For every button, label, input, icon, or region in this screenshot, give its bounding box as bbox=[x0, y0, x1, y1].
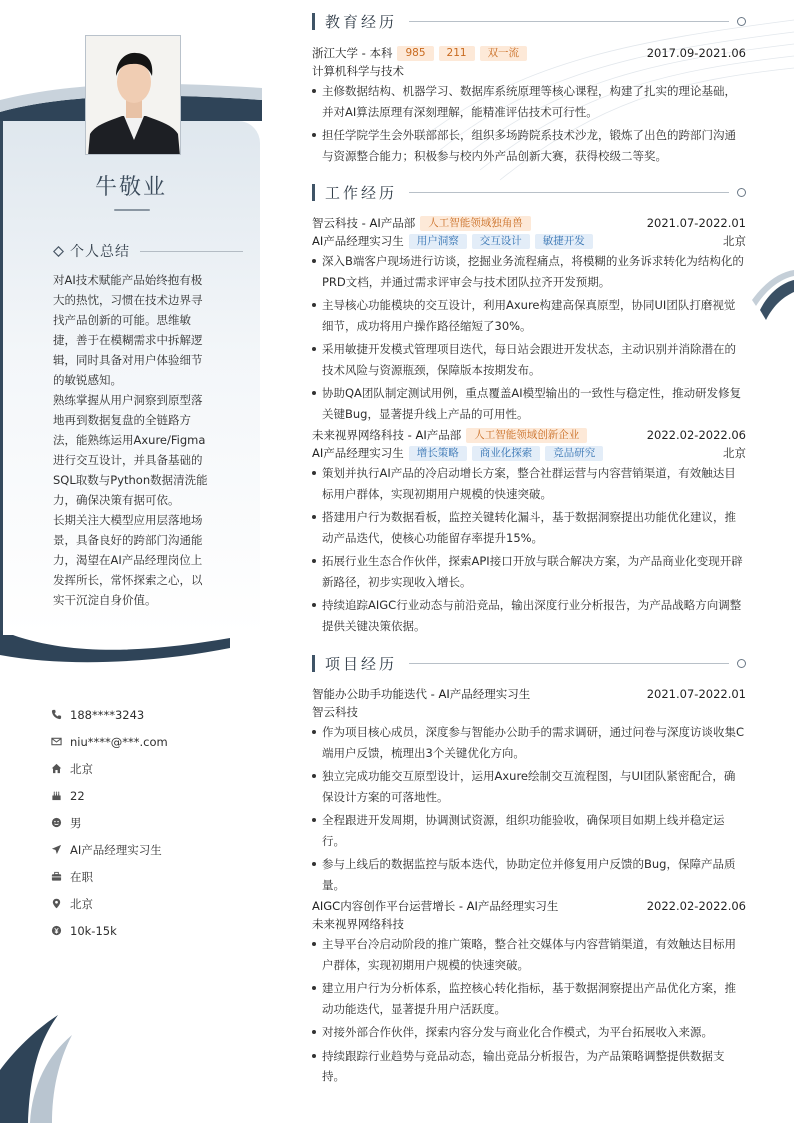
summary-paragraph: 长期关注大模型应用层落地场景，具备良好的跨部门沟通能力，渴望在AI产品经理岗位上发挥所长，常怀探索之心，以实干沉淀自身价值。 bbox=[53, 513, 203, 607]
project-date: 2021.07-2022.01 bbox=[646, 687, 746, 701]
list-item: 持续追踪AIGC行业动态与前沿竞品，输出深度行业分析报告，为产品战略方向调整提供关键决策依据。 bbox=[312, 595, 746, 636]
contact-value: AI产品经理实习生 bbox=[70, 842, 162, 857]
contact-value: niu****@***.com bbox=[70, 734, 168, 749]
send-icon bbox=[50, 844, 62, 856]
contact-value: 北京 bbox=[70, 896, 93, 911]
summary-text bbox=[53, 270, 213, 610]
projects-title: 项目经历 bbox=[325, 654, 398, 673]
list-item: 对接外部合作伙伴，探索内容分发与商业化合作模式，为平台拓展收入来源。 bbox=[312, 1022, 746, 1043]
education-heading bbox=[312, 10, 746, 32]
company-badge: 人工智能领域独角兽 bbox=[420, 216, 531, 231]
circle-icon bbox=[737, 659, 746, 668]
list-item: 采用敏捷开发模式管理项目迭代，每日站会跟进开发状态，主动识别并消除潜在的技术风险与资源瓶颈，保障版本按期发布。 bbox=[312, 339, 746, 380]
phone-icon bbox=[50, 709, 62, 721]
list-item: 持续跟踪行业趋势与竞品动态，输出竞品分析报告，为产品策略调整提供数据支持。 bbox=[312, 1046, 746, 1087]
school-name: 浙江大学 - 本科 bbox=[312, 46, 393, 60]
contact-salary bbox=[50, 917, 250, 944]
contact-value: 10k-15k bbox=[70, 923, 117, 938]
project-entry bbox=[312, 897, 746, 1090]
circle-icon bbox=[737, 188, 746, 197]
contact-target-position bbox=[50, 836, 250, 863]
profile-photo bbox=[85, 35, 181, 155]
projects-heading bbox=[312, 652, 746, 674]
contact-status bbox=[50, 863, 250, 890]
list-item: 策划并执行AI产品的冷启动增长方案，整合社群运营与内容营销渠道，有效触达目标用户群体，实现初期用户规模的快速突破。 bbox=[312, 463, 746, 504]
list-item: 主导核心功能模块的交互设计，利用Axure构建高保真原型，协同UI团队打磨视觉细节，成功将用户操作路径缩短了30%。 bbox=[312, 295, 746, 336]
contact-home bbox=[50, 755, 250, 782]
work-title: 工作经历 bbox=[325, 183, 398, 202]
job-entry bbox=[312, 214, 746, 427]
job-city: 北京 bbox=[723, 234, 746, 248]
person-name: 牛敬业 bbox=[94, 175, 167, 200]
contact-gender bbox=[50, 809, 250, 836]
list-item: 建立用户行为分析体系，监控核心转化指标，基于数据洞察提出产品优化方案，推动功能迭代，显著提升用户活跃度。 bbox=[312, 978, 746, 1019]
list-item: 独立完成功能交互原型设计，运用Axure绘制交互流程图，与UI团队紧密配合，确保设计方案的可落地性。 bbox=[312, 766, 746, 807]
contact-value: 188****3243 bbox=[70, 707, 145, 722]
job-date: 2022.02-2022.06 bbox=[646, 428, 746, 442]
summary-paragraph: 熟练掌握从用户洞察到原型落地再到数据复盘的全链路方法，能熟练运用Axure/Figma进行交互设计，并具备基础的SQL取数与Python数据清洗能力，确保决策有据可依。 bbox=[53, 393, 208, 507]
list-item: 参与上线后的数据监控与版本迭代，协助定位并修复用户反馈的Bug，保障产品质量。 bbox=[312, 854, 746, 895]
summary-title: 个人总结 bbox=[70, 244, 130, 260]
contact-value: 在职 bbox=[70, 869, 93, 884]
skill-tag: 交互设计 bbox=[472, 234, 530, 249]
list-item: 主导平台冷启动阶段的推广策略，整合社交媒体与内容营销渠道，有效触达目标用户群体，实现初期用户规模的快速突破。 bbox=[312, 934, 746, 975]
project-org: 未来视界网络科技 bbox=[312, 917, 404, 931]
skill-tag: 敏捷开发 bbox=[535, 234, 593, 249]
list-item: 深入B端客户现场进行访谈，挖掘业务流程痛点，将模糊的业务诉求转化为结构化的PRD文档，并通过需求评审会与技术团队拉齐开发预期。 bbox=[312, 251, 746, 292]
major: 计算机科学与技术 bbox=[312, 64, 404, 78]
contact-age bbox=[50, 782, 250, 809]
heading-rule bbox=[409, 21, 729, 22]
contact-email bbox=[50, 728, 250, 755]
name-divider bbox=[114, 209, 150, 211]
project-name: 智能办公助手功能迭代 - AI产品经理实习生 bbox=[312, 687, 531, 701]
job-city: 北京 bbox=[723, 446, 746, 460]
contact-city bbox=[50, 890, 250, 917]
job-date: 2021.07-2022.01 bbox=[646, 216, 746, 230]
skill-tag: 增长策略 bbox=[409, 446, 467, 461]
contact-value: 男 bbox=[70, 815, 82, 830]
job-entry bbox=[312, 426, 746, 639]
contact-phone bbox=[50, 701, 250, 728]
heading-bar bbox=[312, 13, 315, 30]
project-entry bbox=[312, 685, 746, 898]
list-item: 协助QA团队制定测试用例，重点覆盖AI模型输出的一致性与稳定性，推动研发修复关键Bug，显著提升线上产品的可用性。 bbox=[312, 383, 746, 424]
list-item: 搭建用户行为数据看板，监控关键转化漏斗，基于数据洞察提出功能优化建议，推动产品迭代，使核心功能留存率提升15%。 bbox=[312, 507, 746, 548]
project-date: 2022.02-2022.06 bbox=[646, 899, 746, 913]
education-title: 教育经历 bbox=[325, 12, 398, 31]
company-badge: 人工智能领域创新企业 bbox=[466, 428, 587, 443]
list-item: 拓展行业生态合作伙伴，探索API接口开放与联合解决方案，为产品商业化变现开辟新路径，初步实现收入增长。 bbox=[312, 551, 746, 592]
project-org: 智云科技 bbox=[312, 705, 358, 719]
briefcase-icon bbox=[50, 871, 62, 883]
contact-value: 22 bbox=[70, 788, 85, 803]
education-date: 2017.09-2021.06 bbox=[646, 46, 746, 60]
company-name: 智云科技 - AI产品部 bbox=[312, 216, 416, 230]
company-name: 未来视界网络科技 - AI产品部 bbox=[312, 428, 462, 442]
skill-tag: 用户洞察 bbox=[409, 234, 467, 249]
skill-tag: 商业化探索 bbox=[472, 446, 541, 461]
list-item: 全程跟进开发周期，协调测试资源，组织功能验收，确保项目如期上线并稳定运行。 bbox=[312, 810, 746, 851]
heading-bar bbox=[312, 655, 315, 672]
location-pin-icon bbox=[50, 898, 62, 910]
summary-rule bbox=[140, 251, 243, 252]
gender-icon bbox=[50, 817, 62, 829]
skill-tag: 竞品研究 bbox=[545, 446, 603, 461]
diamond-icon bbox=[53, 246, 64, 257]
heading-rule bbox=[409, 663, 729, 664]
school-tag: 985 bbox=[397, 46, 433, 61]
list-item: 作为项目核心成员，深度参与智能办公助手的需求调研，通过问卷与深度访谈收集C端用户反馈，梳理出3个关键优化方向。 bbox=[312, 722, 746, 763]
project-name: AIGC内容创作平台运营增长 - AI产品经理实习生 bbox=[312, 899, 559, 913]
cake-icon bbox=[50, 790, 62, 802]
contact-list bbox=[50, 701, 250, 944]
job-role: AI产品经理实习生 bbox=[312, 446, 404, 460]
job-role: AI产品经理实习生 bbox=[312, 234, 404, 248]
list-item: 主修数据结构、机器学习、数据库系统原理等核心课程，构建了扎实的理论基础，并对AI算法原理有深刻理解，能精准评估技术可行性。 bbox=[312, 81, 746, 122]
contact-value: 北京 bbox=[70, 761, 93, 776]
heading-rule bbox=[409, 192, 729, 193]
list-item: 担任学院学生会外联部部长，组织多场跨院系技术沙龙，锻炼了出色的跨部门沟通与资源整合能力；积极参与校内外产品创新大赛，获得校级二等奖。 bbox=[312, 125, 746, 166]
home-icon bbox=[50, 763, 62, 775]
circle-icon bbox=[737, 17, 746, 26]
school-tag: 双一流 bbox=[480, 46, 528, 61]
summary-paragraph: 对AI技术赋能产品始终抱有极大的热忱，习惯在技术边界寻找产品创新的可能。思维敏捷，善于在模糊需求中拆解逻辑，同时具备对用户体验细节的敏锐感知。 bbox=[53, 273, 203, 387]
work-heading bbox=[312, 181, 746, 203]
education-entry bbox=[312, 44, 746, 169]
salary-icon bbox=[50, 925, 62, 937]
school-tag: 211 bbox=[439, 46, 475, 61]
summary-heading bbox=[53, 241, 243, 261]
heading-bar bbox=[312, 184, 315, 201]
mail-icon bbox=[50, 736, 62, 748]
